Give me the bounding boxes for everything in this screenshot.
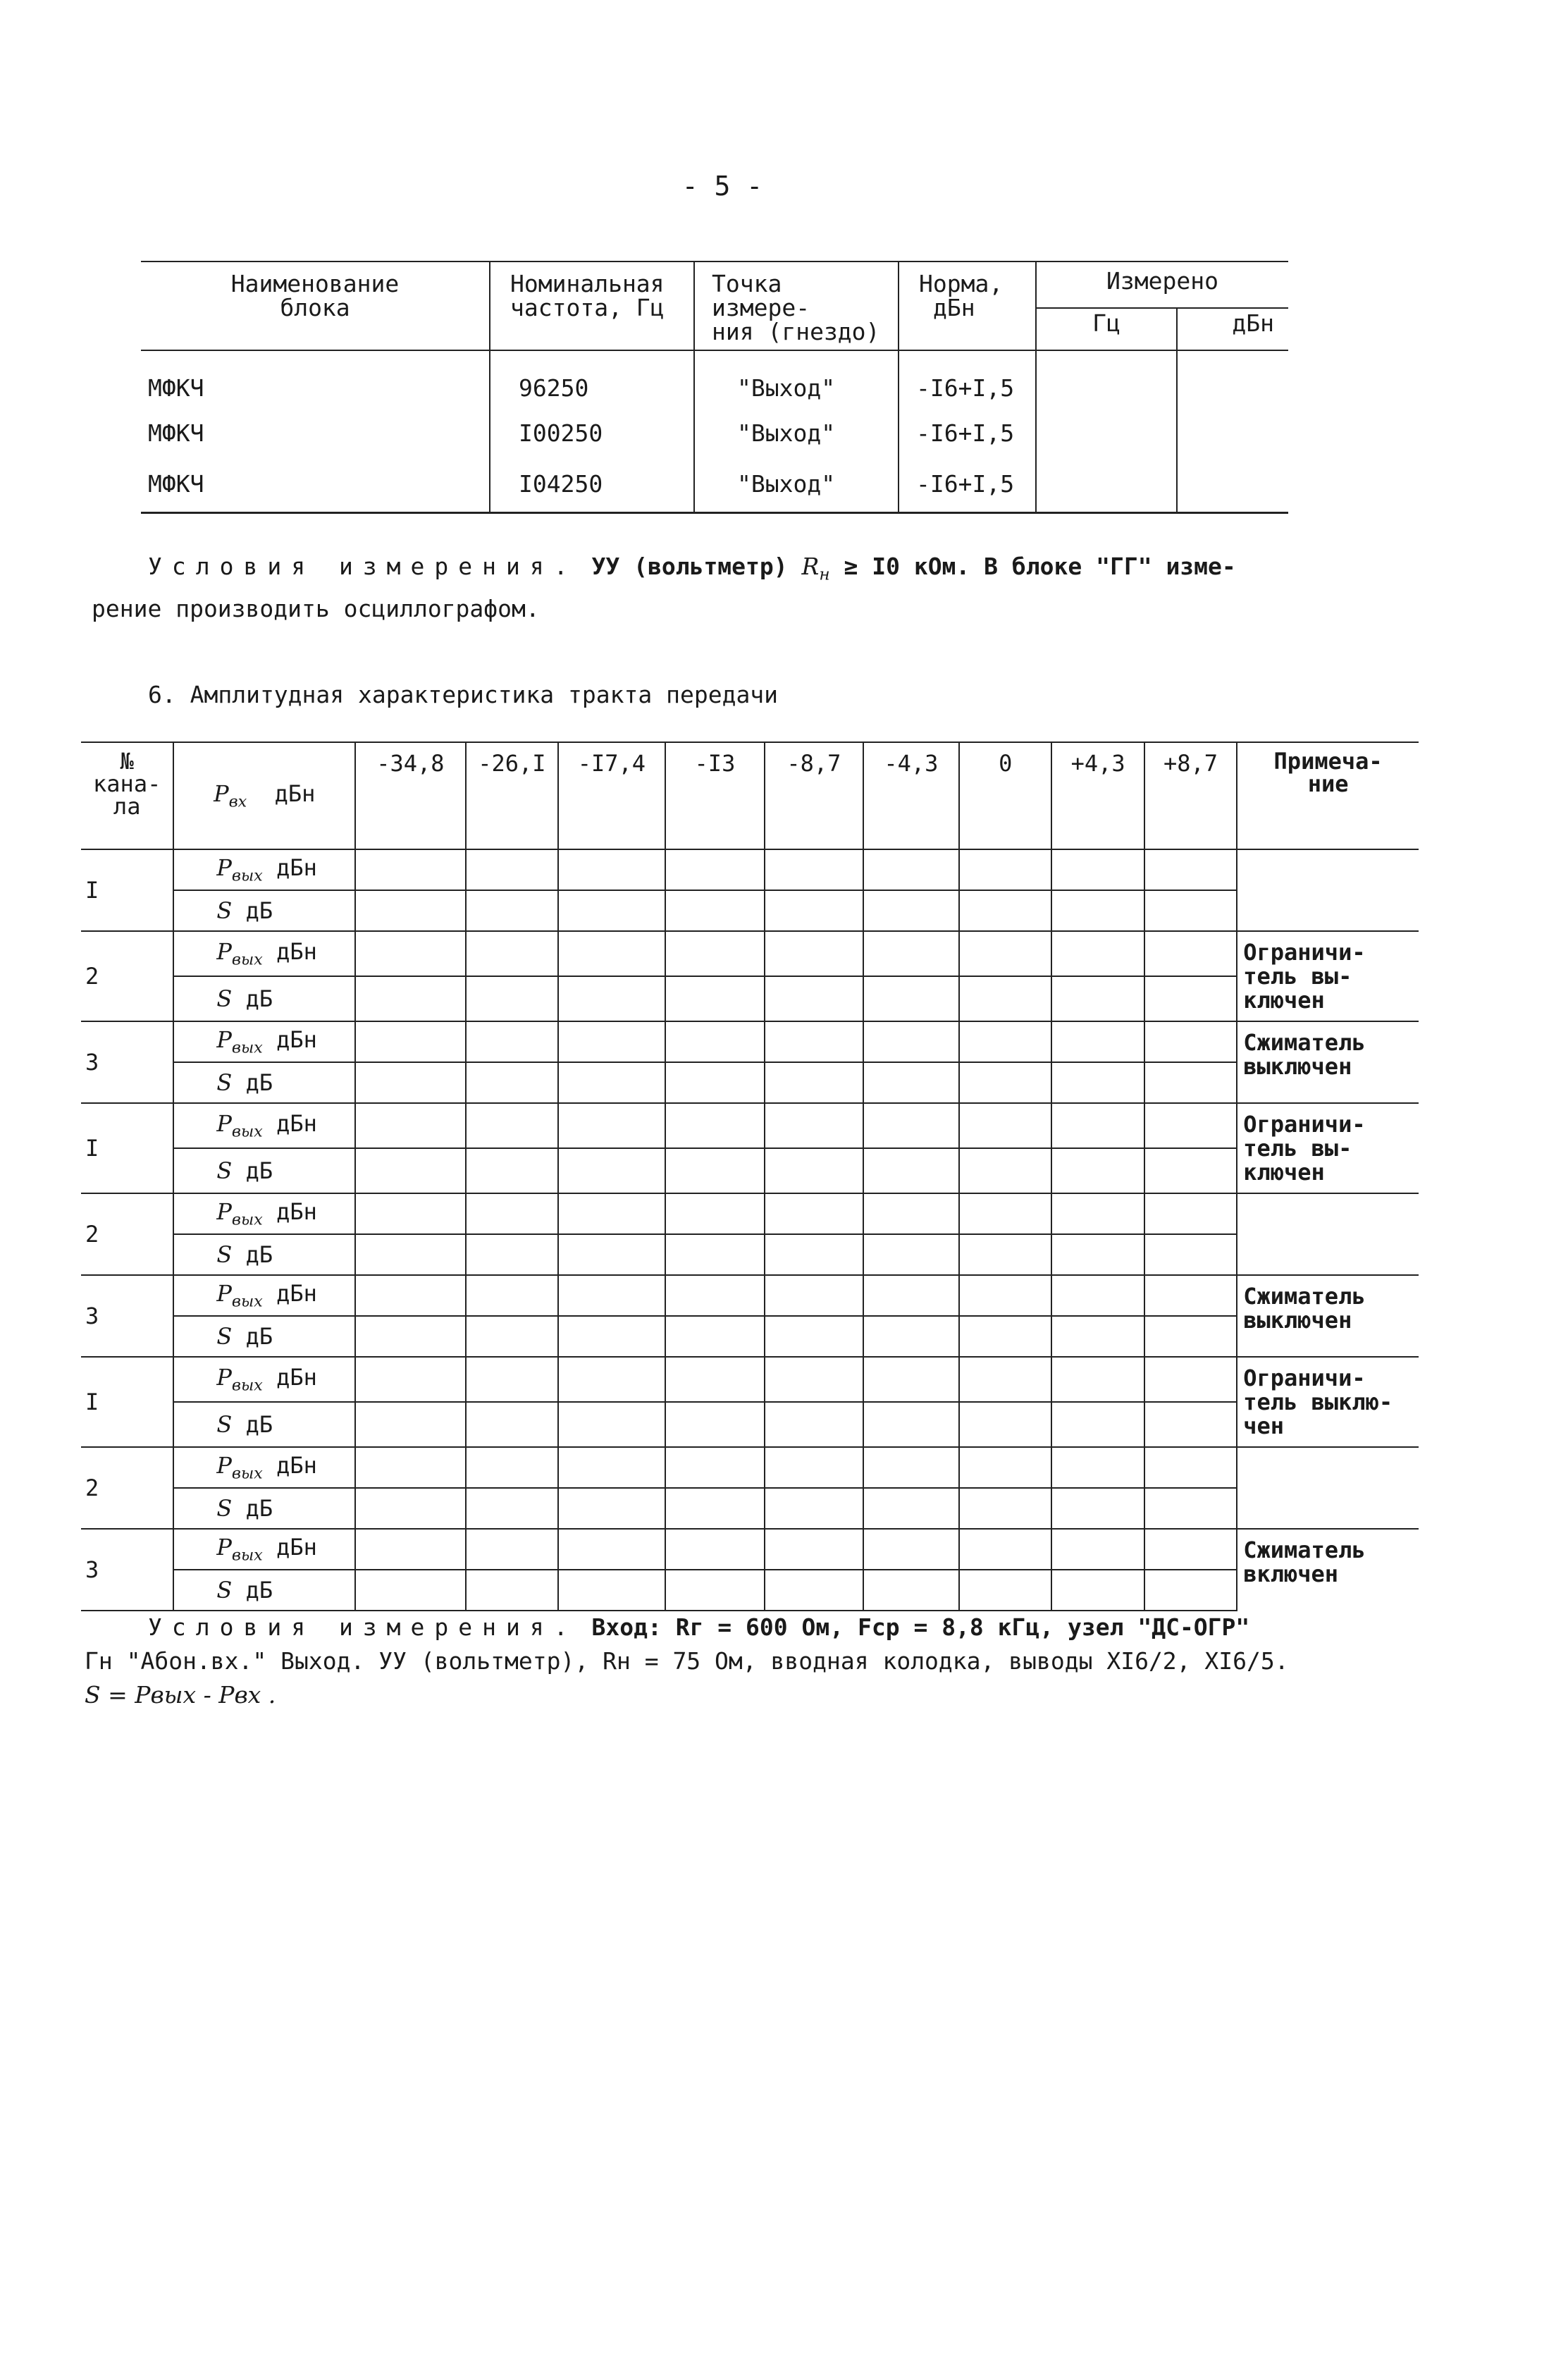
pout-label: $P_{вых}$ дБн [173,1529,355,1570]
value-cell [355,1103,466,1148]
value-cell [466,1529,558,1570]
value-cell [558,1357,665,1402]
value-cell [355,890,466,931]
value-cell [863,976,959,1021]
value-cell [765,1148,863,1193]
header-norm: Норма, дБн [899,261,1036,350]
value-cell [1051,931,1144,976]
header-pin: $P_{вх}$ дБн [173,742,355,849]
value-cell [558,1447,665,1488]
note-cell [1237,849,1419,931]
value-cell [558,1193,665,1234]
note-cell: Ограничи- тель выклю- чен [1237,1357,1419,1447]
value-cell [765,1402,863,1447]
note-cell: Сжиматель выключен [1237,1021,1419,1103]
s-label: S дБ [173,1570,355,1611]
value-cell [1144,1234,1237,1275]
note-cell: Сжиматель выключен [1237,1275,1419,1357]
cell-point: "Выход" [694,455,899,513]
value-cell [863,931,959,976]
pout-label: $P_{вых}$ дБн [173,849,355,890]
cell-freq: 96250 [490,350,694,410]
pout-label: $P_{вых}$ дБн [173,1193,355,1234]
conditions-text-b: ≥ I0 кОм. В блоке "ГГ" изме- [844,553,1236,580]
table-row [81,1148,1419,1193]
value-cell [665,1234,765,1275]
value-cell [959,1193,1051,1234]
value-cell [959,1275,1051,1316]
value-cell [1051,1447,1144,1488]
value-cell [863,1103,959,1148]
value-cell [355,1357,466,1402]
value-cell [466,849,558,890]
value-cell [1051,1148,1144,1193]
value-cell [1051,849,1144,890]
value-cell [765,1275,863,1316]
header-measured: Измерено [1036,261,1288,308]
value-cell [558,849,665,890]
header-level: +8,7 [1144,742,1237,849]
table-row [141,410,1288,455]
channel-number: 3 [81,1021,173,1103]
value-cell [1144,1570,1237,1611]
value-cell [466,1447,558,1488]
value-cell [1051,1234,1144,1275]
s-label: S дБ [173,1148,355,1193]
section-title: 6. Амплитудная характеристика тракта передачи [148,681,779,708]
s-label: S дБ [173,1402,355,1447]
s-label: S дБ [173,976,355,1021]
measurement-conditions-1 [92,550,1304,626]
cell-norm: -I6+I,5 [899,410,1036,455]
channel-number: 2 [81,1193,173,1275]
value-cell [863,1316,959,1357]
value-cell [1051,1316,1144,1357]
header-level: -34,8 [355,742,466,849]
channel-number: 2 [81,1447,173,1529]
value-cell [959,931,1051,976]
value-cell [466,1402,558,1447]
value-cell [466,976,558,1021]
value-cell [558,1529,665,1570]
value-cell [665,1570,765,1611]
note-cell: Ограничи- тель вы- ключен [1237,1103,1419,1193]
table-row [81,1103,1419,1148]
header-measured-dbn: дБн [1177,308,1288,350]
header-level: -I3 [665,742,765,849]
value-cell [355,1021,466,1062]
value-cell [466,1488,558,1529]
value-cell [959,1447,1051,1488]
cell-measured-hz [1036,350,1177,410]
value-cell [1051,1062,1144,1103]
header-level: +4,3 [1051,742,1144,849]
value-cell [1144,1402,1237,1447]
value-cell [558,1570,665,1611]
value-cell [665,1357,765,1402]
value-cell [1051,1402,1144,1447]
value-cell [355,1193,466,1234]
value-cell [558,1021,665,1062]
table-row [81,890,1419,931]
channel-number: I [81,1103,173,1193]
cell-measured-dbn [1177,350,1288,410]
block-frequency-table [141,261,1288,514]
s-label: S дБ [173,1316,355,1357]
header-measure-point: Точка измере- ния (гнездо) [694,261,899,350]
value-cell [466,1193,558,1234]
header-note: Примеча- ние [1237,742,1419,849]
pout-label: $P_{вых}$ дБн [173,1021,355,1062]
header-measured-hz: Гц [1036,308,1177,350]
table-row [81,1488,1419,1529]
value-cell [665,849,765,890]
value-cell [1144,1103,1237,1148]
value-cell [959,976,1051,1021]
conditions-line-2: Гн "Абон.вх." Выход. УУ (вольтметр), Rн = 75 Ом, вводная колодка, выводы ХI6/2, ХI6/5. [85,1647,1289,1675]
value-cell [959,890,1051,931]
value-cell [1051,1357,1144,1402]
value-cell [765,1316,863,1357]
value-cell [355,931,466,976]
value-cell [863,1402,959,1447]
value-cell [1051,1103,1144,1148]
channel-number: I [81,1357,173,1447]
value-cell [1144,1193,1237,1234]
value-cell [466,1570,558,1611]
value-cell [765,1357,863,1402]
value-cell [466,1148,558,1193]
measurement-conditions-2 [85,1611,1424,1712]
table-row [81,1357,1419,1402]
value-cell [1051,1570,1144,1611]
value-cell [959,1234,1051,1275]
value-cell [665,931,765,976]
value-cell [1051,1275,1144,1316]
value-cell [558,1316,665,1357]
cell-measured-hz [1036,410,1177,455]
header-level: -4,3 [863,742,959,849]
conditions-label: Условия измерения. [148,1613,578,1641]
value-cell [1144,849,1237,890]
value-cell [765,1234,863,1275]
formula: S = Pвых - Pвх . [85,1681,276,1709]
value-cell [765,1570,863,1611]
s-label: S дБ [173,1488,355,1529]
value-cell [558,976,665,1021]
value-cell [863,1275,959,1316]
table-row [81,1021,1419,1062]
cell-name: МФКЧ [148,374,204,402]
value-cell [1144,976,1237,1021]
value-cell [355,1148,466,1193]
table-row [81,976,1419,1021]
value-cell [863,1193,959,1234]
value-cell [959,1062,1051,1103]
value-cell [1144,890,1237,931]
value-cell [1051,1193,1144,1234]
value-cell [665,1193,765,1234]
value-cell [355,1275,466,1316]
pout-label: $P_{вых}$ дБн [173,931,355,976]
cell-norm: -I6+I,5 [899,455,1036,513]
note-cell: Ограничи- тель вы- ключен [1237,931,1419,1021]
value-cell [665,1021,765,1062]
header-level: -I7,4 [558,742,665,849]
value-cell [665,1062,765,1103]
pout-label: $P_{вых}$ дБн [173,1357,355,1402]
value-cell [765,1062,863,1103]
cell-measured-hz [1036,455,1177,513]
value-cell [863,1148,959,1193]
value-cell [558,1148,665,1193]
header-level: 0 [959,742,1051,849]
page-number: - 5 - [681,171,763,202]
value-cell [1144,1316,1237,1357]
value-cell [1144,931,1237,976]
value-cell [355,1447,466,1488]
header-block-name: Наименование блока [230,270,400,321]
value-cell [959,849,1051,890]
value-cell [665,1488,765,1529]
table-row [81,1316,1419,1357]
value-cell [765,890,863,931]
pout-label: $P_{вых}$ дБн [173,1447,355,1488]
cell-norm: -I6+I,5 [899,350,1036,410]
value-cell [863,1447,959,1488]
value-cell [863,1488,959,1529]
value-cell [466,931,558,976]
value-cell [355,1062,466,1103]
value-cell [959,1021,1051,1062]
value-cell [765,1021,863,1062]
value-cell [466,1357,558,1402]
value-cell [765,976,863,1021]
table-row [81,1062,1419,1103]
value-cell [1144,1148,1237,1193]
value-cell [1144,1488,1237,1529]
table-row [81,1402,1419,1447]
value-cell [355,849,466,890]
value-cell [355,1570,466,1611]
value-cell [355,1402,466,1447]
value-cell [863,1062,959,1103]
load-resistance-symbol: $R_н$ [801,553,830,584]
table-row [81,1275,1419,1316]
header-channel: № кана- ла [81,742,173,849]
value-cell [863,1357,959,1402]
value-cell [355,1316,466,1357]
value-cell [765,1488,863,1529]
value-cell [863,1021,959,1062]
value-cell [959,1148,1051,1193]
header-level: -8,7 [765,742,863,849]
cell-point: "Выход" [694,410,899,455]
table-row [81,849,1419,890]
value-cell [959,1316,1051,1357]
cell-freq: I00250 [490,410,694,455]
value-cell [959,1529,1051,1570]
channel-number: 3 [81,1529,173,1611]
channel-number: 2 [81,931,173,1021]
value-cell [558,931,665,976]
value-cell [665,1316,765,1357]
value-cell [558,1234,665,1275]
value-cell [665,1103,765,1148]
value-cell [863,849,959,890]
value-cell [466,1021,558,1062]
value-cell [863,1570,959,1611]
value-cell [558,890,665,931]
table-row [141,455,1288,513]
pout-label: $P_{вых}$ дБн [173,1103,355,1148]
note-cell: Сжиматель включен [1237,1529,1419,1611]
value-cell [558,1488,665,1529]
value-cell [765,931,863,976]
value-cell [665,1402,765,1447]
s-label: S дБ [173,1234,355,1275]
conditions-text-a: УУ (вольтметр) [591,553,788,580]
value-cell [558,1275,665,1316]
value-cell [863,1234,959,1275]
value-cell [466,1275,558,1316]
value-cell [959,1488,1051,1529]
value-cell [1051,1529,1144,1570]
value-cell [665,976,765,1021]
value-cell [765,1103,863,1148]
table-row [81,1570,1419,1611]
value-cell [765,1529,863,1570]
cell-name: МФКЧ [148,469,204,498]
value-cell [1051,1488,1144,1529]
cell-point: "Выход" [694,350,899,410]
cell-freq: I04250 [490,455,694,513]
header-row [81,742,1419,849]
value-cell [765,1193,863,1234]
value-cell [355,1529,466,1570]
cell-name: МФКЧ [148,419,204,447]
table-row [81,1193,1419,1234]
channel-number: 3 [81,1275,173,1357]
value-cell [665,1148,765,1193]
table-row [141,350,1288,410]
value-cell [558,1103,665,1148]
s-label: S дБ [173,1062,355,1103]
value-cell [665,1529,765,1570]
value-cell [558,1402,665,1447]
value-cell [1144,1529,1237,1570]
value-cell [1051,1021,1144,1062]
value-cell [863,890,959,931]
value-cell [355,1234,466,1275]
value-cell [466,1316,558,1357]
value-cell [665,890,765,931]
conditions-label: Условия измерения. [148,553,578,580]
value-cell [959,1570,1051,1611]
value-cell [959,1357,1051,1402]
value-cell [665,1447,765,1488]
table-row [81,1234,1419,1275]
channel-number: I [81,849,173,931]
value-cell [1144,1062,1237,1103]
s-label: S дБ [173,890,355,931]
value-cell [1051,890,1144,931]
value-cell [355,1488,466,1529]
table-row [81,1447,1419,1488]
value-cell [765,849,863,890]
value-cell [466,890,558,931]
value-cell [466,1103,558,1148]
cell-measured-dbn [1177,410,1288,455]
pout-label: $P_{вых}$ дБн [173,1275,355,1316]
value-cell [466,1234,558,1275]
value-cell [466,1062,558,1103]
value-cell [665,1275,765,1316]
value-cell [1051,976,1144,1021]
conditions-line-2: рение производить осциллографом. [92,594,540,622]
value-cell [355,976,466,1021]
note-cell [1237,1193,1419,1275]
note-cell [1237,1447,1419,1529]
value-cell [959,1402,1051,1447]
value-cell [765,1447,863,1488]
value-cell [1144,1447,1237,1488]
value-cell [558,1062,665,1103]
value-cell [1144,1275,1237,1316]
cell-measured-dbn [1177,455,1288,513]
conditions-line-1: Вход: Rг = 600 Ом, Fср = 8,8 кГц, узел "ДС-ОГР" [591,1613,1250,1641]
value-cell [1144,1357,1237,1402]
table-row [81,1529,1419,1570]
value-cell [863,1529,959,1570]
header-level: -26,I [466,742,558,849]
table-row [81,931,1419,976]
amplitude-characteristic-table [81,742,1419,1611]
header-nominal-frequency: Номинальная частота, Гц [490,261,694,350]
value-cell [959,1103,1051,1148]
value-cell [1144,1021,1237,1062]
